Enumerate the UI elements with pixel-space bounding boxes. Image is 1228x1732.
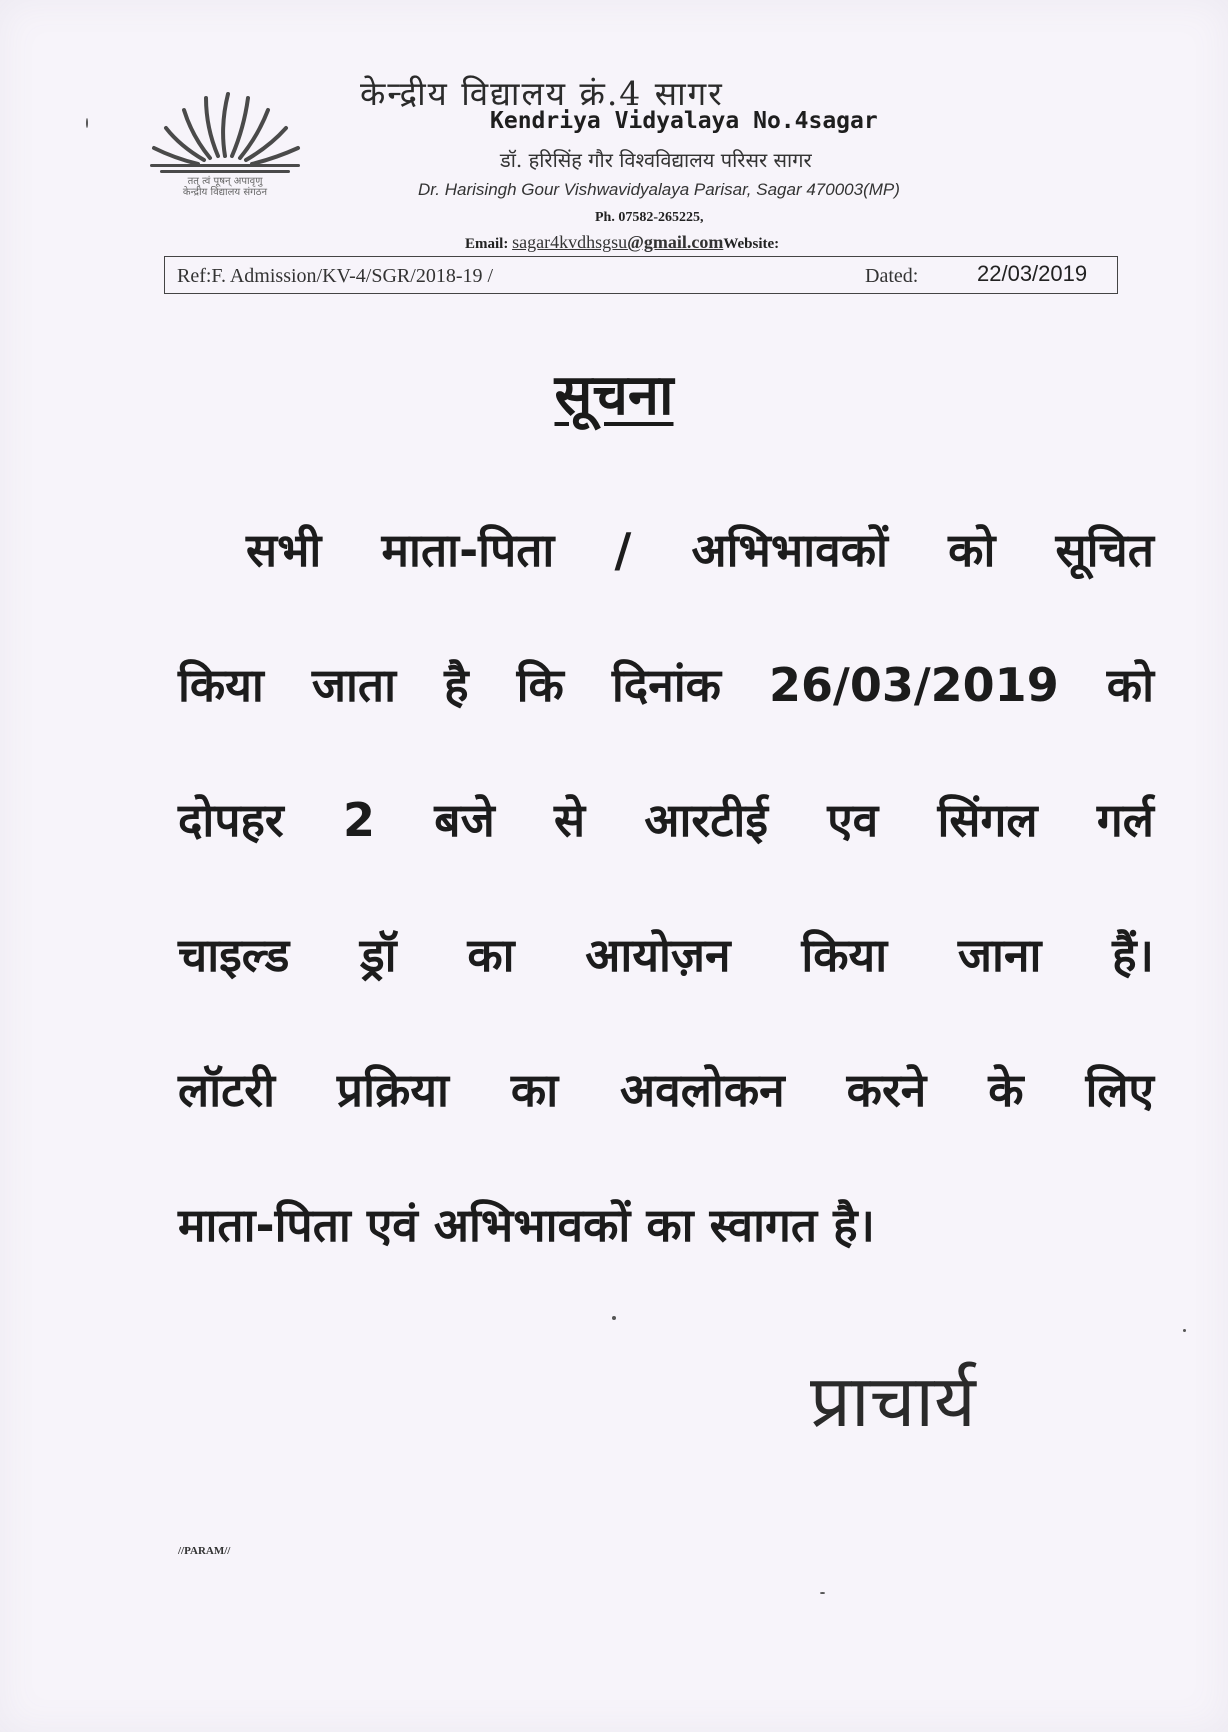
email-domain: @gmail.com [627,232,724,252]
scan-speck [612,1316,616,1320]
scan-speck [1183,1329,1186,1332]
typist-initials: //PARAM// [178,1545,231,1557]
kvs-logo [140,76,310,196]
address-hindi: डॉ. हरिसिंह गौर विश्वविद्यालय परिसर सागर [500,148,812,172]
notice-line-2: किया जाता है कि दिनांक 26/03/2019 को [178,658,1154,712]
email-user: sagar4kvdhsgsu [512,232,628,252]
school-name-english: Kendriya Vidyalaya No.4sagar [490,108,878,134]
reference-box [164,256,1118,294]
notice-line-1: सभी माता-पिता / अभिभावकों को सूचित [246,523,1154,577]
email-label: Email: [465,236,509,252]
reference-number: Ref:F. Admission/KV-4/SGR/2018-19 / [177,265,494,287]
website-label: Website: [723,236,780,252]
logo-motto-line1: तत् त्वं पूषन् अपावृणु [187,176,263,187]
notice-line-3: दोपहर 2 बजे से आरटीई एव सिंगल गर्ल [178,793,1154,847]
notice-line-4: चाइल्ड ड्रॉ का आयोज़न किया जाना हैं। [178,928,1154,982]
phone-number: Ph. 07582-265225, [595,210,704,225]
rising-sun-icon [140,76,310,176]
notice-line-5: लॉटरी प्रक्रिया का अवलोकन करने के लिए [178,1063,1154,1117]
email-line [465,232,779,253]
dated-value: 22/03/2019 [977,261,1088,286]
logo-motto-line2: केन्द्रीय विद्यालय संगठन [182,187,268,198]
scan-speck [86,118,88,128]
school-name-hindi: केन्द्रीय विद्यालय क्रं.4 सागर [360,74,724,113]
principal-signature: प्राचार्य [810,1359,976,1443]
notice-title: सूचना [554,363,674,428]
dated-label: Dated: [865,265,919,287]
scan-speck [820,1592,825,1594]
email-address[interactable] [512,232,723,252]
notice-line-6: माता-पिता एवं अभिभावकों का स्वागत है। [178,1198,875,1252]
address-english: Dr. Harisingh Gour Vishwavidyalaya Parisar, Sagar 470003(MP) [418,180,900,199]
